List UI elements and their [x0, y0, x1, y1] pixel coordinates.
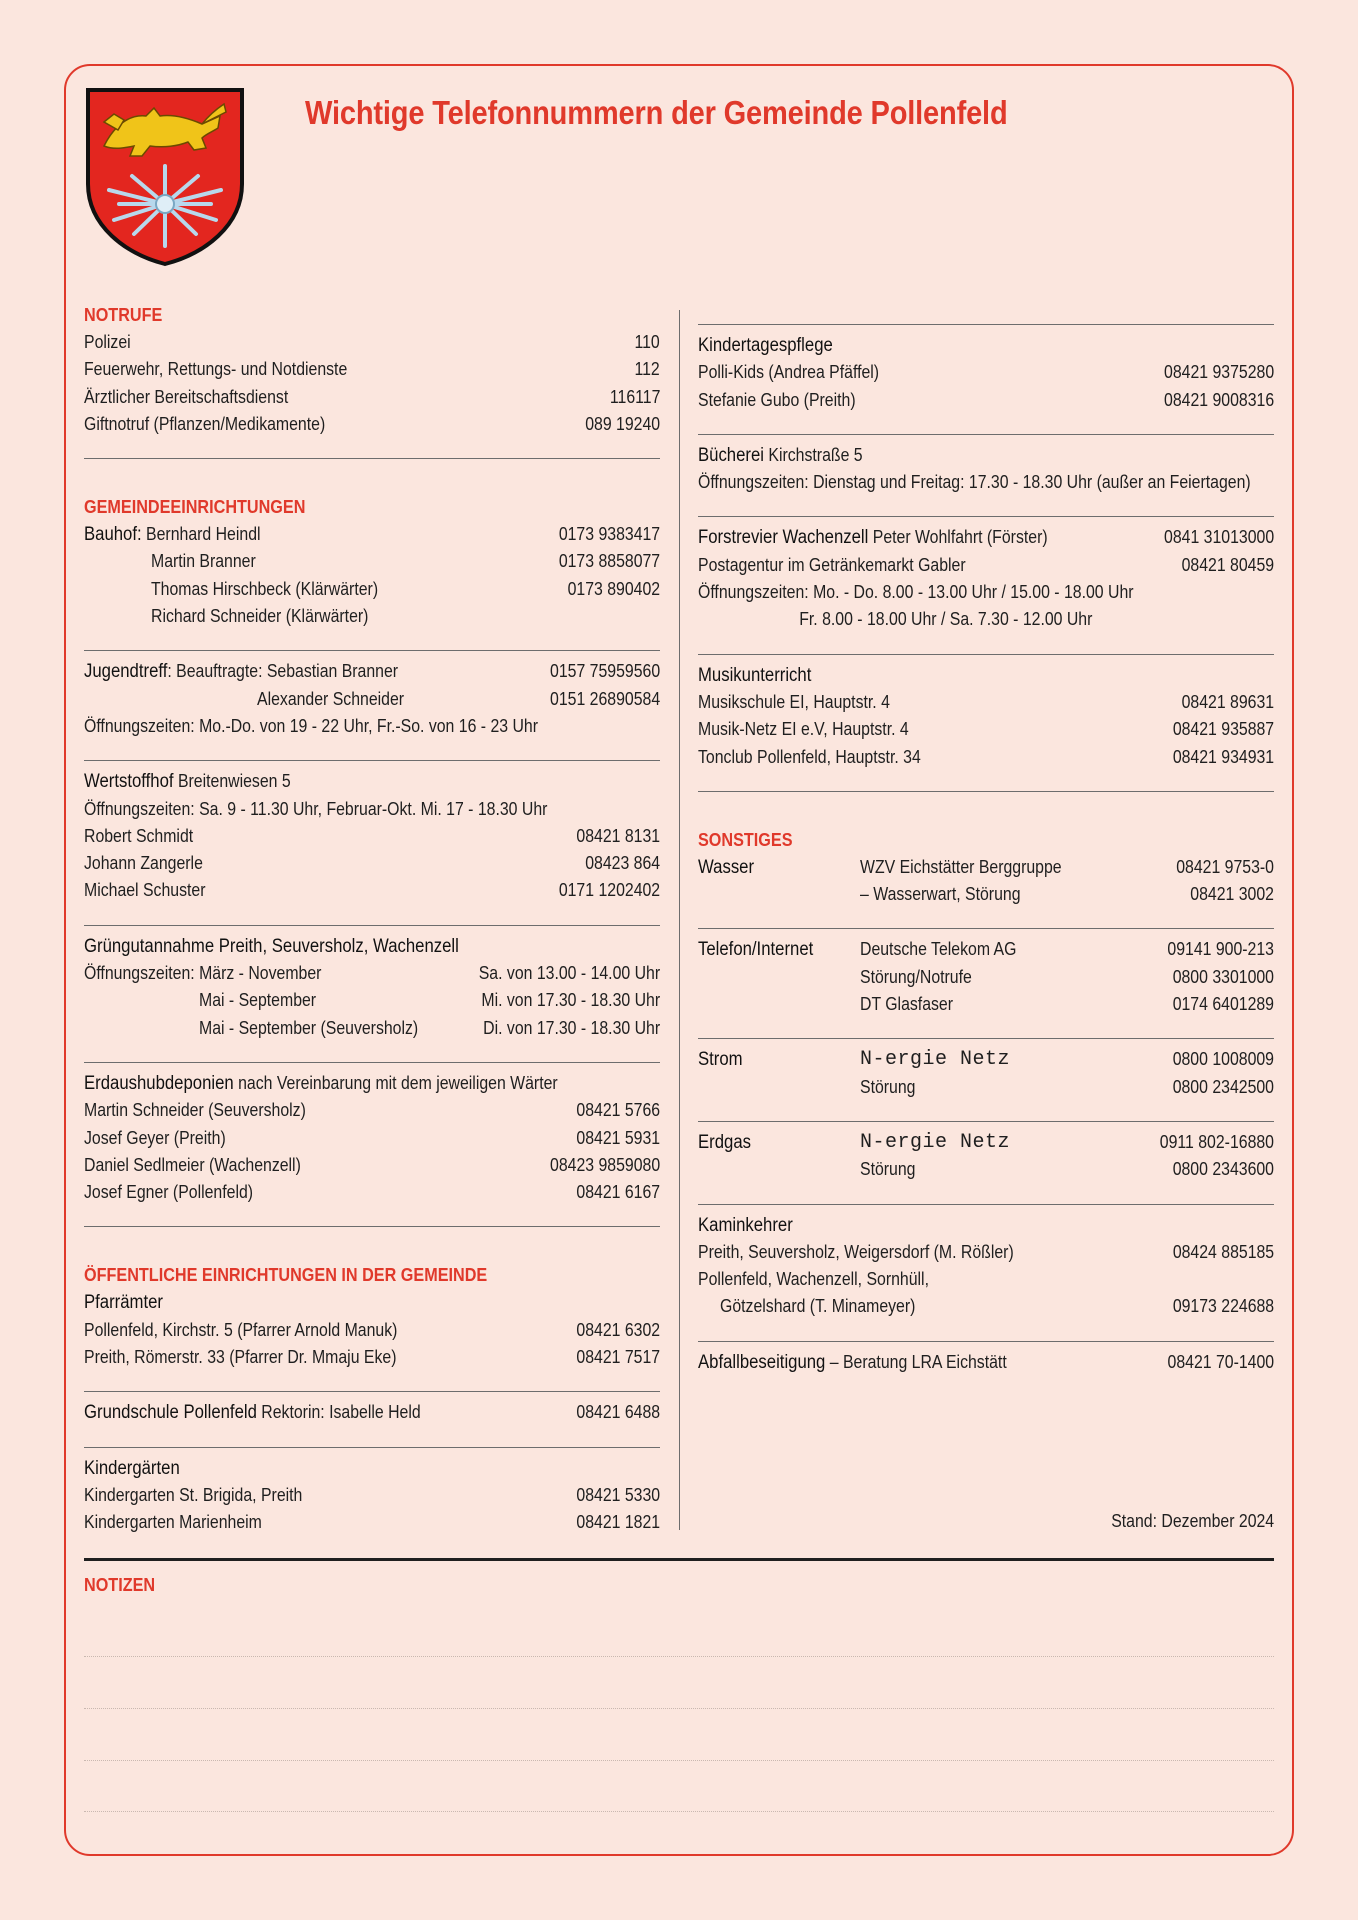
list-item: Kindergarten St. Brigida, Preith 08421 5330 [84, 1484, 660, 1505]
musik-section [698, 662, 1274, 771]
section-title: Erdaushubdeponien nach Vereinbarung mit dem jeweiligen Wärter [84, 1072, 558, 1094]
right-column [698, 302, 1274, 1376]
section-title: Wertstoffhof Breitenwiesen 5 [84, 771, 291, 793]
list-item: Öffnungszeiten: März - November Sa. von 13.00 - 14.00 Uhr [84, 963, 660, 984]
coat-of-arms-logo [84, 86, 246, 268]
erdaushub-section [84, 1070, 660, 1206]
strom-block: Strom N-ergie Netz 0800 1008009 Störung 0800 2342500 [698, 1048, 1274, 1097]
section-title: Pfarrämter [84, 1292, 163, 1314]
list-item: Daniel Sedlmeier (Wachenzell) 08423 9859080 [84, 1154, 660, 1175]
list-item: Musik-Netz EI e.V, Hauptstr. 4 08421 935887 [698, 719, 1274, 740]
list-item: Kindergarten Marienheim 08421 1821 [84, 1512, 660, 1533]
list-item: Musikschule EI, Hauptstr. 4 08421 89631 [698, 691, 1274, 712]
opening-hours: Öffnungszeiten: Dienstag und Freitag: 17.30 - 18.30 Uhr (außer an Feiertagen) [698, 472, 1251, 493]
list-item: Pollenfeld, Kirchstr. 5 (Pfarrer Arnold Manuk) 08421 6302 [84, 1319, 660, 1340]
opening-hours: Öffnungszeiten: Mo.-Do. von 19 - 22 Uhr, Fr.-So. von 16 - 23 Uhr [84, 715, 539, 736]
notes-line[interactable] [84, 1708, 1274, 1709]
section-title: Kindertagespflege [698, 335, 833, 356]
list-item: Jugendtreff: Beauftragte: Sebastian Branner 0157 75959560 [84, 661, 660, 683]
left-column [84, 302, 660, 1537]
notes-line[interactable] [84, 1656, 1274, 1657]
list-item: Polizei 110 [84, 332, 660, 352]
list-item: Preith, Römerstr. 33 (Pfarrer Dr. Mmaju Eke) 08421 7517 [84, 1347, 660, 1368]
list-item: Postagentur im Getränkemarkt Gabler 08421 80459 [698, 554, 1274, 575]
list-item: Stefanie Gubo (Preith) 08421 9008316 [698, 389, 1274, 410]
abfall-section [698, 1349, 1274, 1376]
section-heading: SONSTIGES [698, 829, 793, 850]
list-item: Mai - September (Seuversholz) Di. von 17.30 - 18.30 Uhr [199, 1017, 660, 1038]
kaminkehrer-section [698, 1212, 1274, 1321]
telefon-block: Telefon/Internet Deutsche Telekom AG 09141 900-213 Störung/Notrufe 0800 3301000 DT Glasfaser 0174 6401289 [698, 939, 1274, 1015]
section-heading: ÖFFENTLICHE EINRICHTUNGEN IN DER GEMEINDE [84, 1265, 488, 1286]
list-item: Martin Schneider (Seuversholz) 08421 5766 [84, 1100, 660, 1121]
notes-line[interactable] [84, 1811, 1274, 1812]
section-title: Musikunterricht [698, 664, 812, 686]
wertstoffhof-section [84, 768, 660, 904]
gruengut-section [84, 933, 660, 1042]
section-title: Grüngutannahme Preith, Seuversholz, Wachenzell [84, 935, 459, 957]
opening-hours: Öffnungszeiten: Mo. - Do. 8.00 - 13.00 Uhr / 15.00 - 18.00 Uhr [698, 582, 1134, 603]
list-item: Abfallbeseitigung – Beratung LRA Eichstätt 08421 70-1400 [698, 1351, 1274, 1373]
kindergaerten-section [84, 1455, 660, 1537]
list-item: Polli-Kids (Andrea Pfäffel) 08421 9375280 [698, 362, 1274, 383]
list-item: Josef Egner (Pollenfeld) 08421 6167 [84, 1182, 660, 1203]
list-item: Preith, Seuversholz, Weigersdorf (M. Rößler) 08424 885185 [698, 1241, 1274, 1262]
oeffentlich-section [84, 1262, 660, 1371]
buecherei-section [698, 442, 1274, 497]
erdgas-block: Erdgas N-ergie Netz 0911 802-16880 Störung 0800 2343600 [698, 1130, 1274, 1180]
list-item: Pollenfeld, Wachenzell, Sornhüll, [698, 1269, 929, 1290]
list-item: Josef Geyer (Preith) 08421 5931 [84, 1127, 660, 1148]
kindertagespflege-section [698, 332, 1274, 414]
jugendtreff-section [84, 658, 660, 740]
list-item: Martin Branner 0173 8858077 [151, 551, 660, 572]
gemeinde-section [84, 494, 660, 630]
grundschule-section [84, 1399, 660, 1426]
opening-hours: Öffnungszeiten: Sa. 9 - 11.30 Uhr, Februar-Okt. Mi. 17 - 18.30 Uhr [84, 798, 548, 819]
list-item: Giftnotruf (Pflanzen/Medikamente) 089 19240 [84, 413, 660, 434]
list-item: Feuerwehr, Rettungs- und Notdienste 112 [84, 359, 660, 380]
list-item: Forstrevier Wachenzell Peter Wohlfahrt (Förster) 0841 31013000 [698, 527, 1274, 549]
stand-date: Stand: Dezember 2024 [1111, 1511, 1274, 1531]
section-title: Bücherei Kirchstraße 5 [698, 444, 863, 466]
section-title: Kaminkehrer [698, 1214, 793, 1236]
list-item: Alexander Schneider 0151 26890584 [257, 688, 660, 709]
list-item: Bauhof: Bernhard Heindl 0173 9383417 [84, 524, 660, 546]
list-item: Grundschule Pollenfeld Rektorin: Isabelle Held 08421 6488 [84, 1402, 660, 1424]
opening-hours: Fr. 8.00 - 18.00 Uhr / Sa. 7.30 - 12.00 Uhr [799, 609, 1093, 630]
list-item: Johann Zangerle 08423 864 [84, 853, 660, 874]
notes-divider [84, 1558, 1274, 1561]
list-item: Tonclub Pollenfeld, Hauptstr. 34 08421 934931 [698, 746, 1274, 767]
section-heading: GEMEINDEEINRICHTUNGEN [84, 497, 306, 518]
list-item: Ärztlicher Bereitschaftsdienst 116117 [84, 386, 660, 407]
wasser-block: Wasser WZV Eichstätter Berggruppe 08421 9753-0 – Wasserwart, Störung 08421 3002 [698, 856, 1274, 905]
list-item: Robert Schmidt 08421 8131 [84, 825, 660, 846]
notrufe-section [84, 302, 660, 438]
notes-line[interactable] [84, 1760, 1274, 1761]
list-item: Richard Schneider (Klärwärter) [151, 606, 369, 627]
list-item: Michael Schuster 0171 1202402 [84, 880, 660, 901]
list-item: Mai - September Mi. von 17.30 - 18.30 Uhr [199, 990, 660, 1011]
column-divider [679, 310, 680, 1530]
page-title: Wichtige Telefonnummern der Gemeinde Pollenfeld [305, 94, 1008, 131]
notes-heading: NOTIZEN [84, 1575, 156, 1595]
section-heading: NOTRUFE [84, 305, 163, 325]
section-title: Kindergärten [84, 1457, 180, 1479]
list-item: Götzelshard (T. Minameyer) 09173 224688 [720, 1296, 1274, 1317]
list-item: Thomas Hirschbeck (Klärwärter) 0173 890402 [151, 578, 660, 599]
forst-section [698, 524, 1274, 633]
sonstiges-section [698, 827, 1274, 1184]
